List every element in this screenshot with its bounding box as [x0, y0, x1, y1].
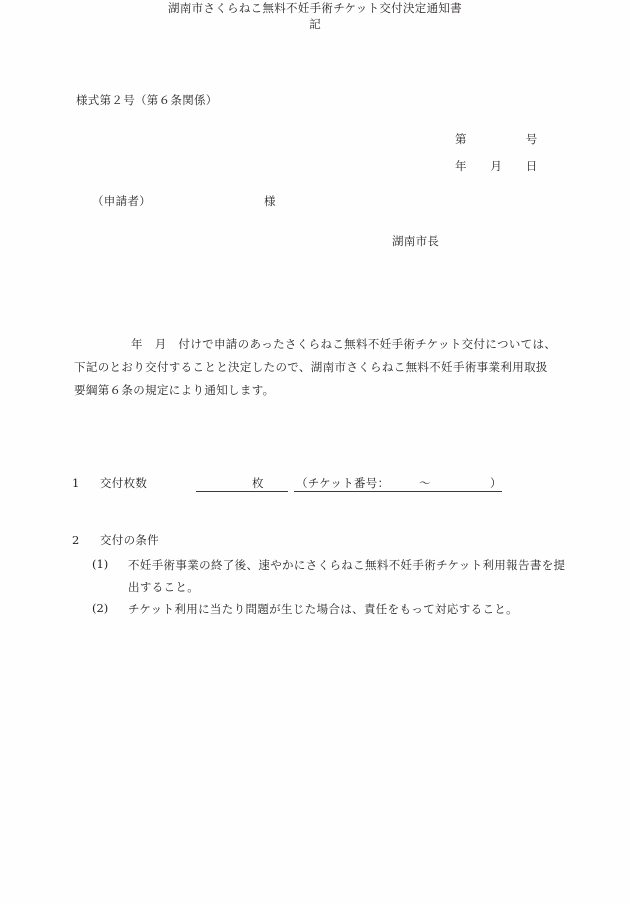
item-1-ticket-number-label: （チケット番号： [296, 476, 390, 490]
document-number-field: 第 号 [455, 132, 538, 146]
form-code-label: 様式第２号（第６条関係） [76, 93, 218, 107]
issuer-name: 湖南市長 [392, 234, 440, 248]
ki-marker: 記 [309, 17, 321, 31]
body-paragraph-line-2: 下記のとおり交付することと決定したので、湖南市さくらねこ無料不妊手術事業利用取扱 [74, 360, 548, 374]
item-2-subitem-2-line-1: チケット利用に当たり問題が生じた場合は、責任をもって対応すること。 [128, 602, 519, 616]
item-1-label: 交付枚数 [100, 476, 148, 490]
applicant-label: （申請者） [92, 194, 151, 208]
applicant-honorific: 様 [264, 194, 276, 208]
item-1-number: 1 [72, 476, 80, 490]
item-2-subitem-1-line-1: 不妊手術事業の終了後、速やかにさくらねこ無料不妊手術チケット利用報告書を提 [128, 558, 566, 572]
item-2-subitem-1-number: (1) [92, 557, 109, 571]
document-date-field: 年 月 日 [455, 159, 538, 173]
item-2-label: 交付の条件 [100, 533, 159, 547]
item-1-ticket-close-paren: ） [490, 476, 502, 490]
item-1-count-unit: 枚 [252, 476, 264, 490]
page-title: 湖南市さくらねこ無料不妊手術チケット交付決定通知書 [168, 1, 462, 15]
item-2-subitem-1-line-2: 出すること。 [128, 580, 200, 594]
body-paragraph-line-1: 年 月 付けで申請のあったさくらねこ無料不妊手術チケット交付については、 [131, 337, 557, 351]
item-1-ticket-range-tilde: 〜 [419, 476, 431, 490]
item-2-number: 2 [72, 533, 80, 547]
item-2-subitem-2-number: (2) [92, 601, 109, 615]
item-1-count-blank[interactable] [196, 491, 288, 492]
body-paragraph-line-3: 要綱第６条の規定により通知します。 [74, 383, 275, 397]
item-1-ticket-number-blank[interactable] [294, 491, 502, 492]
